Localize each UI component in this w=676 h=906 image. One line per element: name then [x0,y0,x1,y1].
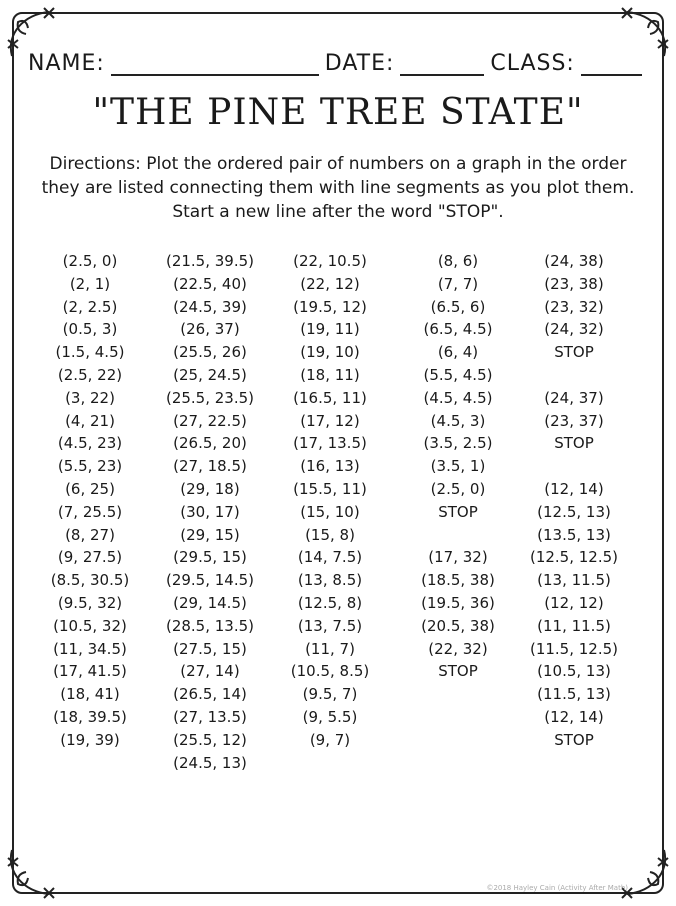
coordinate-pair: (5.5, 23) [57,457,123,476]
coordinate-pair: (16, 13) [300,457,360,476]
coordinate-pair: (13, 8.5) [297,571,363,590]
coordinate-pair: (26.5, 14) [173,685,247,704]
coordinate-pair: (11, 34.5) [53,639,127,658]
coordinate-pair: (8.5, 30.5) [50,571,130,590]
coordinate-pair: (27, 14) [180,662,240,681]
copyright-notice: ©2018 Hayley Cain (Activity After Math) [486,884,628,892]
coordinate-pair: (15, 10) [300,502,360,521]
coordinate-pair: (9, 5.5) [302,707,358,726]
coordinate-column [514,250,634,752]
coordinate-pair: (25.5, 23.5) [165,388,255,407]
coordinate-pair: (8, 6) [437,252,479,270]
date-field[interactable] [400,52,484,76]
coordinate-pair: (22, 10.5) [293,252,367,270]
coordinate-pair: (18, 39.5) [53,707,127,726]
coordinate-pair: (3.5, 1) [430,457,486,476]
coordinate-pair: (7, 25.5) [57,502,123,521]
coordinate-pair: (3, 22) [65,388,115,407]
class-field[interactable] [581,52,642,76]
coordinate-pair: (25.5, 12) [173,730,247,749]
coordinate-pair: (19.5, 36) [421,593,495,612]
coordinate-pair: (19.5, 12) [293,297,367,316]
coordinate-column [270,250,390,752]
coordinate-pair: (9.5, 32) [57,593,123,612]
student-info-header [28,46,648,76]
coordinate-pair: (24.5, 39) [173,297,247,316]
coordinate-pair: (23, 37) [544,411,604,430]
class-label: CLASS: [490,51,575,76]
coordinate-pair: (22, 32) [428,639,488,658]
coordinate-pair: (2.5, 0) [430,479,486,498]
coordinate-pair: (12.5, 13) [537,502,611,521]
coordinate-pair: (12, 14) [544,479,604,498]
stop-marker: STOP [554,730,594,749]
coordinate-pair: (29, 14.5) [173,593,247,612]
coordinate-pair: (18, 41) [60,685,120,704]
coordinate-pair: (24.5, 13) [173,753,247,772]
directions [20,152,656,224]
coordinate-pair: (19, 10) [300,343,360,362]
coordinate-pair: (2, 2.5) [62,297,118,316]
coordinate-pair: (16.5, 11) [293,388,367,407]
coordinate-pair: (7, 7) [437,274,479,293]
name-label: NAME: [28,51,105,76]
coordinate-pair: (17, 32) [428,548,488,567]
coordinate-pair: (12, 12) [544,593,604,612]
coordinate-pair: (2.5, 0) [62,252,118,270]
coordinate-pair: (6.5, 4.5) [423,320,493,339]
coordinate-pair: (8, 27) [65,525,115,544]
coordinate-pair: (12.5, 12.5) [529,548,619,567]
coordinate-pair: (23, 32) [544,297,604,316]
coordinate-list [30,250,650,790]
directions-line: they are listed connecting them with line segments as you plot them. [41,178,635,198]
coordinate-column [398,250,518,683]
coordinate-pair: (13, 7.5) [297,616,363,635]
coordinate-pair: (10.5, 8.5) [290,662,370,681]
coordinate-pair: (26.5, 20) [173,434,247,453]
stop-marker: STOP [438,502,478,521]
coordinate-pair: (27, 18.5) [173,457,247,476]
coordinate-pair: (9.5, 7) [302,685,358,704]
coordinate-pair: (9, 7) [309,730,351,749]
coordinate-pair: (13, 11.5) [537,571,611,590]
coordinate-pair: (24, 37) [544,388,604,407]
coordinate-pair: (18, 11) [300,365,360,384]
coordinate-pair: (14, 7.5) [297,548,363,567]
coordinate-pair: (12, 14) [544,707,604,726]
coordinate-pair: (10.5, 32) [53,616,127,635]
corner-flourish-bottom-right [612,842,672,902]
coordinate-pair: (19, 11) [300,320,360,339]
coordinate-pair: (27, 22.5) [173,411,247,430]
coordinate-pair: (6, 4) [437,343,479,362]
coordinate-pair: (4.5, 23) [57,434,123,453]
coordinate-pair: (5.5, 4.5) [423,365,493,384]
coordinate-pair: (0.5, 3) [62,320,118,339]
coordinate-pair: (15.5, 11) [293,479,367,498]
coordinate-pair: (30, 17) [180,502,240,521]
coordinate-column [150,250,270,774]
coordinate-pair: (29.5, 15) [173,548,247,567]
coordinate-pair: (21.5, 39.5) [165,252,255,270]
coordinate-pair: (3.5, 2.5) [423,434,493,453]
corner-flourish-bottom-left [4,842,64,902]
coordinate-pair: (4.5, 4.5) [423,388,493,407]
directions-line: Directions: Plot the ordered pair of numbers on a graph in the order [49,154,627,174]
coordinate-pair: (24, 38) [544,252,604,270]
coordinate-pair: (29, 18) [180,479,240,498]
coordinate-pair: (2.5, 22) [57,365,123,384]
coordinate-pair: (12.5, 8) [297,593,363,612]
blank-row [514,455,634,478]
coordinate-pair: (17, 13.5) [293,434,367,453]
stop-marker: STOP [438,662,478,681]
name-field[interactable] [111,52,319,76]
blank-row [398,524,518,547]
coordinate-pair: (24, 32) [544,320,604,339]
coordinate-pair: (20.5, 38) [421,616,495,635]
coordinate-pair: (22.5, 40) [173,274,247,293]
coordinate-pair: (17, 41.5) [53,662,127,681]
coordinate-pair: (27.5, 15) [173,639,247,658]
coordinate-pair: (27, 13.5) [173,707,247,726]
coordinate-pair: (2, 1) [69,274,111,293]
coordinate-pair: (25.5, 26) [173,343,247,362]
coordinate-pair: (18.5, 38) [421,571,495,590]
coordinate-pair: (19, 39) [60,730,120,749]
coordinate-pair: (4.5, 3) [430,411,486,430]
coordinate-pair: (11.5, 12.5) [529,639,619,658]
coordinate-pair: (10.5, 13) [537,662,611,681]
coordinate-pair: (4, 21) [65,411,115,430]
coordinate-pair: (17, 12) [300,411,360,430]
directions-line: Start a new line after the word "STOP". [172,202,504,222]
coordinate-pair: (9, 27.5) [57,548,123,567]
coordinate-pair: (11.5, 13) [537,685,611,704]
coordinate-pair: (6, 25) [65,479,115,498]
date-label: DATE: [324,51,395,76]
coordinate-pair: (29.5, 14.5) [165,571,255,590]
coordinate-pair: (6.5, 6) [430,297,486,316]
coordinate-pair: (22, 12) [300,274,360,293]
coordinate-pair: (26, 37) [180,320,240,339]
coordinate-pair: (13.5, 13) [537,525,611,544]
coordinate-pair: (1.5, 4.5) [55,343,125,362]
coordinate-pair: (25, 24.5) [173,365,247,384]
coordinate-pair: (11, 11.5) [537,616,611,635]
coordinate-pair: (28.5, 13.5) [165,616,255,635]
stop-marker: STOP [554,343,594,362]
stop-marker: STOP [554,434,594,453]
worksheet-title: "THE PINE TREE STATE" [92,92,584,133]
coordinate-pair: (29, 15) [180,525,240,544]
coordinate-pair: (11, 7) [305,639,355,658]
blank-row [514,364,634,387]
coordinate-pair: (15, 8) [305,525,355,544]
coordinate-pair: (23, 38) [544,274,604,293]
coordinate-column [30,250,150,752]
